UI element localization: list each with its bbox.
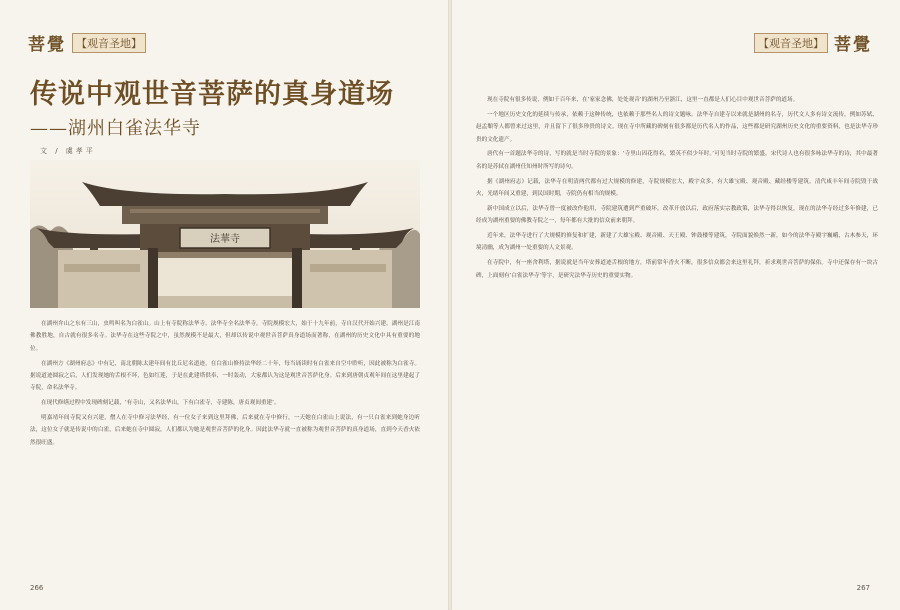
- left-header: [28, 30, 146, 55]
- paragraph: 明嘉靖年间寺院又有兴建，僧人在寺中修习法华经，有一位女子来到这里拜佛，后来就在寺中修行，一天她在白雀山上说法，有一只白雀来到她身边听法，这位女子就是传说中的白雀，后来她在寺中圆寂，人们都认为她是观世音菩萨的化身。因此法华寺就一直被称为观世音菩萨的真身道场，直到今天香火依然很旺盛。: [30, 415, 420, 446]
- page-number-right: 267: [856, 584, 870, 592]
- gate-plaque-text: 法華寺: [210, 234, 240, 245]
- paragraph: 在寺院中，有一座舍利塔，据说就是当年安葬道迹舌根的地方，塔前常年香火不断，很多信众都会来这里礼拜，祈求观世音菩萨的保佑。寺中还保存有一块古碑，上面刻有‘白雀法华寺’等字，是研究法华寺历史的重要实物。: [476, 260, 878, 279]
- paragraph: 据《湖州府志》记载，法华寺在明清两代都有过大规模的修建，寺院规模宏大，殿宇众多，有大雄宝殿、观音殿、藏经楼等建筑。清代咸丰年间寺院毁于战火，光绪年间又重建，到民国时期，寺院仍有相当的规模。: [476, 178, 878, 198]
- paragraph: 在湖州弁山之东有三山，虫鸣叫名为白雀山。山上有寺院称法华寺。法华寺全名法华寺，寺院规模宏大，始于十九年前，寺自汉代开始兴建。湖州是江南佛教胜地，自古就有很多名寺。法华寺在这些寺院之中，虽然规模不是最大，但却以传说中观世音菩萨真身道场而著称，在湖州的历史文化中具有重要的地位。: [30, 321, 420, 352]
- right-page: [452, 0, 900, 610]
- right-body: [476, 94, 878, 584]
- right-header: [754, 30, 872, 55]
- section-tag: 【观音圣地】: [72, 33, 146, 53]
- brand-logo: 菩覺: [28, 35, 66, 55]
- paragraph: 唐代有一首题法华寺的诗，写的就是当时寺院的景象：‘寺里山因花得名，繁英不似少年时。’可见当时寺院的繁盛。宋代诗人也有很多咏法华寺的诗，其中最著名的是苏轼在湖州任知州时所写的诗句。: [476, 151, 878, 170]
- paragraph: 近年来，法华寺进行了大规模的修复和扩建，新建了大雄宝殿、观音殿、天王殿、钟鼓楼等建筑，寺院面貌焕然一新，如今的法华寺殿宇巍峨，古木参天，环境清幽，成为湖州一处重要的人文景观。: [476, 233, 878, 252]
- left-body: [30, 318, 420, 578]
- paragraph: 现在寺院有很多传说，例如千百年来，在‘家家念佛，处处观音’的湖州乃至浙江，这里一直都是人们心目中观世音菩萨的道场。: [487, 97, 799, 103]
- article-subtitle: ——湖州白雀法华寺: [30, 118, 201, 139]
- section-tag: 【观音圣地】: [754, 33, 828, 53]
- article-title: 传说中观世音菩萨的真身道场: [30, 79, 394, 110]
- temple-gate-photo: [30, 160, 420, 308]
- page-number-left: 266: [30, 584, 44, 592]
- byline: 文 / 虞孝平: [40, 147, 96, 155]
- paragraph: 在湖州方《湖州府志》中有记，南北朝陈太建年间有比丘尼名道迹，在白雀山修持法华经二十年，每当诵读时有白雀来自空中聆听，因此被称为白雀寺。据说道迹圆寂之后，人们发现她的舌根不坏，色如红莲，于是在此建塔供奉，一时轰动，大家都认为这是观世音菩萨化身。后来到唐朝贞观年间在这里建起了寺院，命名法华寺。: [30, 360, 420, 392]
- paragraph: 一个地区历史文化的延续与传承，依赖于这种传统，也依赖于那些名人的诗文题咏。法华寺自建寺以来就是湖州的名寺，历代文人多有诗文流传，例如苏轼、赵孟頫等人都曾来过这里，并且留下了很多珍贵的诗文。现在寺中所藏的碑刻有很多都是历代名人的作品，这些都是研究湖州历史文化的重要资料，也是法华寺珍贵的文化遗产。: [476, 111, 878, 143]
- left-page: [0, 0, 448, 610]
- paragraph: 在现代修缮过程中发现碑刻记载，‘有寺山，又名法华山，下有白雀寺，寺建陈，唐贞观间重建’。: [41, 400, 280, 407]
- paragraph: 新中国成立以后，法华寺曾一度被改作他用，寺院建筑遭到严重破坏。改革开放以后，政府落实宗教政策，法华寺得以恢复，现在的法华寺经过多年修建，已经成为湖州重要的佛教寺院之一，每年都有大批的信众前来朝拜。: [476, 205, 878, 225]
- brand-logo: 菩覺: [834, 35, 872, 55]
